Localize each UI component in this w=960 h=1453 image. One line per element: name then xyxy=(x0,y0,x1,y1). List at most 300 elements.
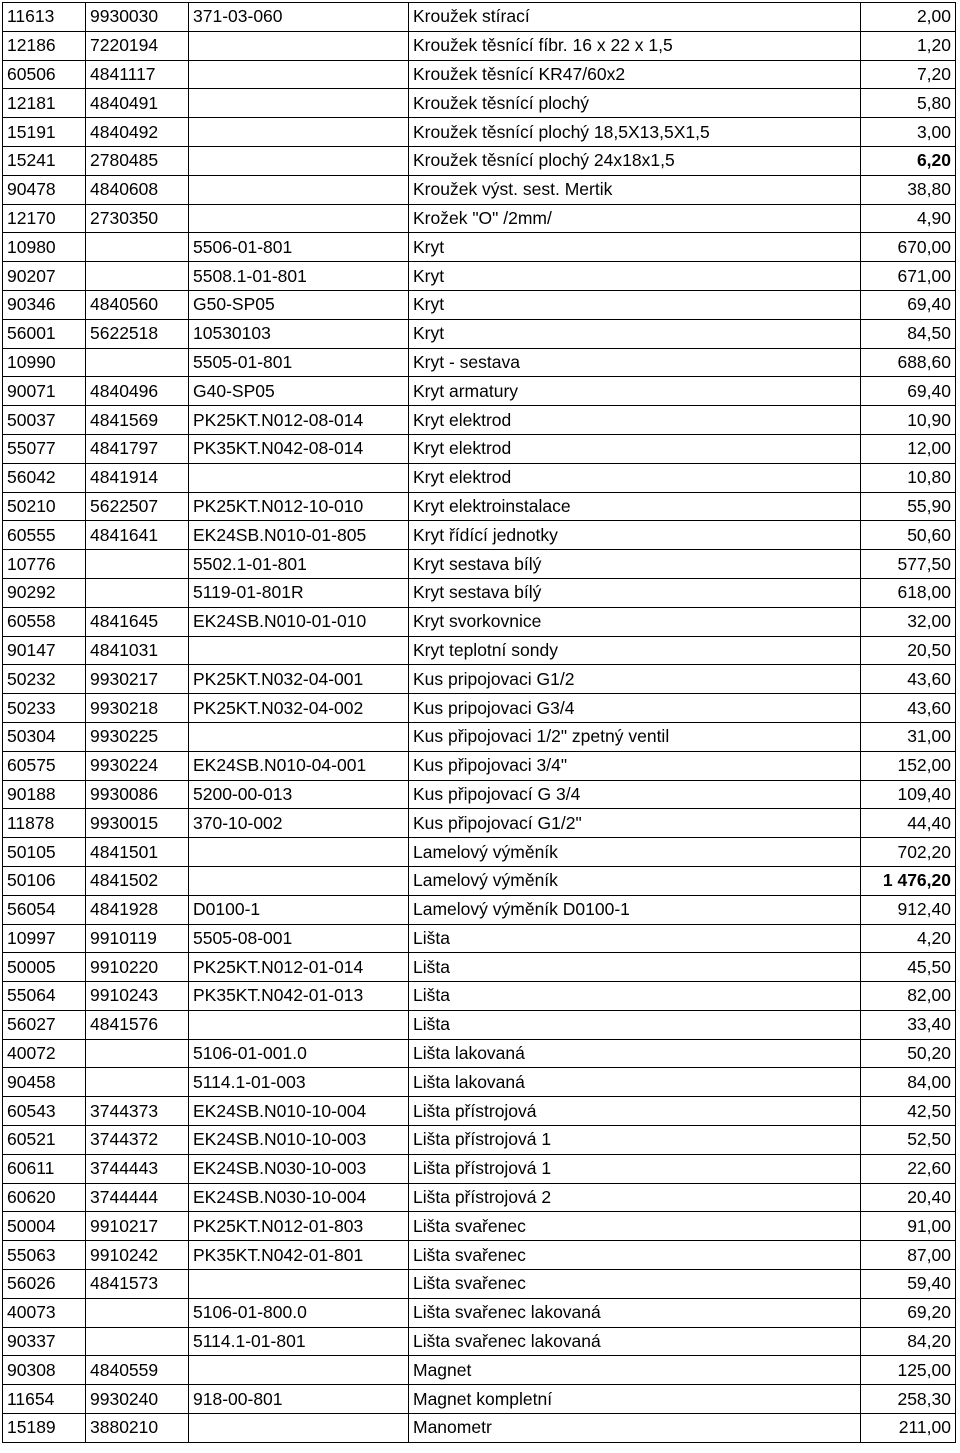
cell-price: 912,40 xyxy=(861,895,956,924)
cell-id: 56042 xyxy=(3,463,86,492)
cell-id: 60611 xyxy=(3,1154,86,1183)
table-row xyxy=(3,319,956,348)
cell-drawing-number: 918-00-801 xyxy=(189,1385,409,1414)
cell-id: 56001 xyxy=(3,319,86,348)
cell-id: 90308 xyxy=(3,1356,86,1385)
cell-price: 6,20 xyxy=(861,146,956,175)
table-row xyxy=(3,262,956,291)
cell-price: 50,60 xyxy=(861,521,956,550)
cell-drawing-number xyxy=(189,175,409,204)
cell-item-name: Kroužek těsnící fíbr. 16 x 22 x 1,5 xyxy=(409,31,861,60)
cell-drawing-number: PK35KT.N042-01-801 xyxy=(189,1241,409,1270)
cell-drawing-number xyxy=(189,1010,409,1039)
cell-item-name: Kryt xyxy=(409,233,861,262)
table-row xyxy=(3,146,956,175)
table-row xyxy=(3,1010,956,1039)
cell-item-name: Kryt teplotní sondy xyxy=(409,636,861,665)
cell-item-name: Lišta svařenec xyxy=(409,1241,861,1270)
cell-item-name: Magnet xyxy=(409,1356,861,1385)
cell-code xyxy=(86,578,189,607)
cell-drawing-number: 370-10-002 xyxy=(189,809,409,838)
cell-drawing-number: G40-SP05 xyxy=(189,377,409,406)
table-row xyxy=(3,895,956,924)
table-row xyxy=(3,550,956,579)
table-row xyxy=(3,751,956,780)
cell-drawing-number xyxy=(189,463,409,492)
table-row xyxy=(3,290,956,319)
cell-item-name: Kryt xyxy=(409,290,861,319)
table-row xyxy=(3,31,956,60)
cell-id: 55064 xyxy=(3,982,86,1011)
table-row xyxy=(3,1039,956,1068)
cell-drawing-number xyxy=(189,89,409,118)
table-row xyxy=(3,3,956,32)
cell-drawing-number xyxy=(189,636,409,665)
table-row xyxy=(3,838,956,867)
cell-id: 12181 xyxy=(3,89,86,118)
cell-code: 4840491 xyxy=(86,89,189,118)
cell-id: 15191 xyxy=(3,118,86,147)
table-body xyxy=(3,3,956,1443)
table-row xyxy=(3,578,956,607)
cell-item-name: Lišta svařenec xyxy=(409,1212,861,1241)
table-row xyxy=(3,1356,956,1385)
cell-id: 56027 xyxy=(3,1010,86,1039)
cell-drawing-number: PK35KT.N042-01-013 xyxy=(189,982,409,1011)
cell-drawing-number: 5505-01-801 xyxy=(189,348,409,377)
table-row xyxy=(3,866,956,895)
cell-price: 20,50 xyxy=(861,636,956,665)
cell-code: 4841501 xyxy=(86,838,189,867)
cell-price: 10,90 xyxy=(861,406,956,435)
cell-code: 9930218 xyxy=(86,694,189,723)
cell-item-name: Kryt sestava bílý xyxy=(409,578,861,607)
cell-code: 4841576 xyxy=(86,1010,189,1039)
cell-drawing-number xyxy=(189,722,409,751)
cell-item-name: Lišta svařenec lakovaná xyxy=(409,1327,861,1356)
cell-code xyxy=(86,1039,189,1068)
cell-code: 9930086 xyxy=(86,780,189,809)
cell-code xyxy=(86,1068,189,1097)
cell-id: 55077 xyxy=(3,434,86,463)
cell-id: 90147 xyxy=(3,636,86,665)
table-row xyxy=(3,953,956,982)
cell-item-name: Kryt elektroinstalace xyxy=(409,492,861,521)
cell-id: 90188 xyxy=(3,780,86,809)
table-row xyxy=(3,60,956,89)
cell-code: 2780485 xyxy=(86,146,189,175)
cell-price: 59,40 xyxy=(861,1270,956,1299)
cell-item-name: Lišta přístrojová 1 xyxy=(409,1126,861,1155)
cell-price: 577,50 xyxy=(861,550,956,579)
cell-code xyxy=(86,1327,189,1356)
cell-price: 84,20 xyxy=(861,1327,956,1356)
cell-id: 90071 xyxy=(3,377,86,406)
cell-id: 90207 xyxy=(3,262,86,291)
cell-code: 4841797 xyxy=(86,434,189,463)
cell-drawing-number xyxy=(189,60,409,89)
cell-code: 3744443 xyxy=(86,1154,189,1183)
cell-item-name: Kryt svorkovnice xyxy=(409,607,861,636)
cell-item-name: Lišta přístrojová xyxy=(409,1097,861,1126)
cell-code: 3744444 xyxy=(86,1183,189,1212)
cell-price: 87,00 xyxy=(861,1241,956,1270)
cell-price: 618,00 xyxy=(861,578,956,607)
cell-item-name: Kryt xyxy=(409,319,861,348)
cell-drawing-number xyxy=(189,118,409,147)
table-row xyxy=(3,722,956,751)
cell-item-name: Lamelový výměník D0100-1 xyxy=(409,895,861,924)
cell-item-name: Lamelový výměník xyxy=(409,866,861,895)
cell-drawing-number: PK25KT.N032-04-002 xyxy=(189,694,409,723)
cell-id: 56054 xyxy=(3,895,86,924)
cell-id: 12170 xyxy=(3,204,86,233)
cell-code: 4840560 xyxy=(86,290,189,319)
cell-code: 7220194 xyxy=(86,31,189,60)
cell-code: 3880210 xyxy=(86,1414,189,1443)
cell-price: 702,20 xyxy=(861,838,956,867)
cell-price: 84,50 xyxy=(861,319,956,348)
table-row xyxy=(3,1414,956,1443)
cell-code xyxy=(86,348,189,377)
cell-code: 4841117 xyxy=(86,60,189,89)
cell-id: 90337 xyxy=(3,1327,86,1356)
cell-id: 90478 xyxy=(3,175,86,204)
cell-id: 60506 xyxy=(3,60,86,89)
cell-id: 60575 xyxy=(3,751,86,780)
cell-price: 688,60 xyxy=(861,348,956,377)
cell-price: 69,40 xyxy=(861,377,956,406)
table-row xyxy=(3,118,956,147)
table-row xyxy=(3,492,956,521)
cell-drawing-number: PK25KT.N012-08-014 xyxy=(189,406,409,435)
table-row xyxy=(3,607,956,636)
cell-code: 9930240 xyxy=(86,1385,189,1414)
cell-code: 4841502 xyxy=(86,866,189,895)
cell-item-name: Kus připojovaci 3/4" xyxy=(409,751,861,780)
cell-item-name: Kroužek těsnící KR47/60x2 xyxy=(409,60,861,89)
table-row xyxy=(3,780,956,809)
cell-item-name: Kroužek stírací xyxy=(409,3,861,32)
cell-item-name: Krožek "O" /2mm/ xyxy=(409,204,861,233)
cell-item-name: Kroužek těsnící plochý 24x18x1,5 xyxy=(409,146,861,175)
cell-drawing-number xyxy=(189,1414,409,1443)
table-row xyxy=(3,636,956,665)
cell-code: 9910217 xyxy=(86,1212,189,1241)
cell-id: 50304 xyxy=(3,722,86,751)
cell-price: 55,90 xyxy=(861,492,956,521)
table-row xyxy=(3,1097,956,1126)
cell-id: 15189 xyxy=(3,1414,86,1443)
cell-item-name: Lišta přístrojová 2 xyxy=(409,1183,861,1212)
cell-price: 671,00 xyxy=(861,262,956,291)
table-row xyxy=(3,521,956,550)
cell-item-name: Kroužek výst. sest. Mertik xyxy=(409,175,861,204)
cell-id: 50210 xyxy=(3,492,86,521)
cell-code: 9930225 xyxy=(86,722,189,751)
cell-id: 60620 xyxy=(3,1183,86,1212)
cell-drawing-number: PK25KT.N012-10-010 xyxy=(189,492,409,521)
cell-price: 22,60 xyxy=(861,1154,956,1183)
cell-item-name: Lišta lakovaná xyxy=(409,1068,861,1097)
cell-item-name: Lišta xyxy=(409,1010,861,1039)
cell-price: 12,00 xyxy=(861,434,956,463)
cell-price: 20,40 xyxy=(861,1183,956,1212)
cell-id: 10980 xyxy=(3,233,86,262)
cell-item-name: Kus pripojovaci G1/2 xyxy=(409,665,861,694)
cell-id: 90458 xyxy=(3,1068,86,1097)
cell-price: 3,00 xyxy=(861,118,956,147)
cell-drawing-number: EK24SB.N030-10-004 xyxy=(189,1183,409,1212)
cell-id: 50233 xyxy=(3,694,86,723)
cell-id: 90346 xyxy=(3,290,86,319)
cell-price: 2,00 xyxy=(861,3,956,32)
cell-code: 4841928 xyxy=(86,895,189,924)
cell-price: 1 476,20 xyxy=(861,866,956,895)
cell-drawing-number: 5200-00-013 xyxy=(189,780,409,809)
table-row xyxy=(3,377,956,406)
cell-price: 50,20 xyxy=(861,1039,956,1068)
cell-drawing-number: PK25KT.N012-01-014 xyxy=(189,953,409,982)
cell-id: 10776 xyxy=(3,550,86,579)
cell-item-name: Lišta xyxy=(409,982,861,1011)
table-row xyxy=(3,694,956,723)
cell-price: 211,00 xyxy=(861,1414,956,1443)
cell-drawing-number xyxy=(189,1356,409,1385)
cell-price: 52,50 xyxy=(861,1126,956,1155)
cell-price: 10,80 xyxy=(861,463,956,492)
cell-item-name: Lišta svařenec xyxy=(409,1270,861,1299)
cell-drawing-number: EK24SB.N010-04-001 xyxy=(189,751,409,780)
table-row xyxy=(3,665,956,694)
table-row xyxy=(3,809,956,838)
cell-drawing-number: 371-03-060 xyxy=(189,3,409,32)
table-row xyxy=(3,463,956,492)
cell-drawing-number: PK35KT.N042-08-014 xyxy=(189,434,409,463)
cell-id: 10997 xyxy=(3,924,86,953)
cell-code: 9930217 xyxy=(86,665,189,694)
cell-drawing-number xyxy=(189,1270,409,1299)
cell-id: 90292 xyxy=(3,578,86,607)
cell-drawing-number: 5119-01-801R xyxy=(189,578,409,607)
cell-code: 4840492 xyxy=(86,118,189,147)
cell-code: 9930030 xyxy=(86,3,189,32)
cell-code: 4841641 xyxy=(86,521,189,550)
cell-price: 7,20 xyxy=(861,60,956,89)
cell-code: 4841031 xyxy=(86,636,189,665)
cell-drawing-number xyxy=(189,146,409,175)
cell-drawing-number: 10530103 xyxy=(189,319,409,348)
cell-drawing-number xyxy=(189,838,409,867)
cell-item-name: Kryt sestava bílý xyxy=(409,550,861,579)
table-row xyxy=(3,1385,956,1414)
cell-drawing-number: 5106-01-001.0 xyxy=(189,1039,409,1068)
cell-item-name: Kus připojovací G1/2" xyxy=(409,809,861,838)
table-row xyxy=(3,89,956,118)
cell-item-name: Kryt řídící jednotky xyxy=(409,521,861,550)
table-row xyxy=(3,1327,956,1356)
table-row xyxy=(3,1241,956,1270)
cell-code xyxy=(86,550,189,579)
cell-item-name: Kroužek těsnící plochý xyxy=(409,89,861,118)
cell-item-name: Kroužek těsnící plochý 18,5X13,5X1,5 xyxy=(409,118,861,147)
cell-drawing-number xyxy=(189,204,409,233)
table-row xyxy=(3,1183,956,1212)
cell-price: 31,00 xyxy=(861,722,956,751)
cell-code: 3744373 xyxy=(86,1097,189,1126)
table-row xyxy=(3,924,956,953)
cell-code: 3744372 xyxy=(86,1126,189,1155)
cell-code: 4841569 xyxy=(86,406,189,435)
cell-code: 4840559 xyxy=(86,1356,189,1385)
cell-item-name: Kryt - sestava xyxy=(409,348,861,377)
cell-item-name: Kus pripojovaci G3/4 xyxy=(409,694,861,723)
cell-code: 4841573 xyxy=(86,1270,189,1299)
cell-code: 9910243 xyxy=(86,982,189,1011)
cell-id: 40073 xyxy=(3,1298,86,1327)
cell-price: 1,20 xyxy=(861,31,956,60)
cell-drawing-number xyxy=(189,31,409,60)
cell-code xyxy=(86,1298,189,1327)
table-row xyxy=(3,434,956,463)
cell-id: 50105 xyxy=(3,838,86,867)
cell-id: 10990 xyxy=(3,348,86,377)
cell-drawing-number xyxy=(189,866,409,895)
cell-id: 50232 xyxy=(3,665,86,694)
cell-id: 60543 xyxy=(3,1097,86,1126)
cell-price: 33,40 xyxy=(861,1010,956,1039)
cell-id: 60555 xyxy=(3,521,86,550)
cell-drawing-number: 5114.1-01-003 xyxy=(189,1068,409,1097)
cell-price: 69,40 xyxy=(861,290,956,319)
table-row xyxy=(3,406,956,435)
cell-id: 11654 xyxy=(3,1385,86,1414)
cell-item-name: Kryt xyxy=(409,262,861,291)
cell-drawing-number: 5505-08-001 xyxy=(189,924,409,953)
cell-item-name: Kus připojovaci 1/2" zpetný ventil xyxy=(409,722,861,751)
cell-item-name: Magnet kompletní xyxy=(409,1385,861,1414)
cell-code: 9910119 xyxy=(86,924,189,953)
cell-drawing-number: G50-SP05 xyxy=(189,290,409,319)
cell-price: 258,30 xyxy=(861,1385,956,1414)
cell-price: 91,00 xyxy=(861,1212,956,1241)
cell-id: 50037 xyxy=(3,406,86,435)
table-row xyxy=(3,204,956,233)
cell-price: 32,00 xyxy=(861,607,956,636)
cell-drawing-number: 5106-01-800.0 xyxy=(189,1298,409,1327)
cell-price: 4,20 xyxy=(861,924,956,953)
cell-price: 44,40 xyxy=(861,809,956,838)
cell-item-name: Manometr xyxy=(409,1414,861,1443)
cell-code: 5622507 xyxy=(86,492,189,521)
cell-drawing-number: EK24SB.N030-10-003 xyxy=(189,1154,409,1183)
cell-code: 9910242 xyxy=(86,1241,189,1270)
cell-price: 82,00 xyxy=(861,982,956,1011)
cell-price: 4,90 xyxy=(861,204,956,233)
cell-id: 11878 xyxy=(3,809,86,838)
cell-id: 50004 xyxy=(3,1212,86,1241)
cell-code xyxy=(86,262,189,291)
cell-item-name: Lišta xyxy=(409,953,861,982)
cell-drawing-number: D0100-1 xyxy=(189,895,409,924)
cell-item-name: Lišta lakovaná xyxy=(409,1039,861,1068)
cell-item-name: Lamelový výměník xyxy=(409,838,861,867)
table-row xyxy=(3,1212,956,1241)
cell-id: 11613 xyxy=(3,3,86,32)
cell-price: 84,00 xyxy=(861,1068,956,1097)
cell-item-name: Kus připojovací G 3/4 xyxy=(409,780,861,809)
cell-code: 9910220 xyxy=(86,953,189,982)
cell-code: 2730350 xyxy=(86,204,189,233)
table-row xyxy=(3,982,956,1011)
cell-drawing-number: EK24SB.N010-01-010 xyxy=(189,607,409,636)
table-row xyxy=(3,1298,956,1327)
cell-price: 42,50 xyxy=(861,1097,956,1126)
cell-item-name: Lišta xyxy=(409,924,861,953)
cell-item-name: Kryt armatury xyxy=(409,377,861,406)
table-row xyxy=(3,348,956,377)
cell-id: 50106 xyxy=(3,866,86,895)
cell-drawing-number: EK24SB.N010-10-003 xyxy=(189,1126,409,1155)
table-row xyxy=(3,1154,956,1183)
cell-code: 4840496 xyxy=(86,377,189,406)
cell-id: 12186 xyxy=(3,31,86,60)
cell-id: 40072 xyxy=(3,1039,86,1068)
cell-id: 55063 xyxy=(3,1241,86,1270)
cell-item-name: Kryt elektrod xyxy=(409,406,861,435)
cell-price: 125,00 xyxy=(861,1356,956,1385)
cell-price: 43,60 xyxy=(861,694,956,723)
cell-drawing-number: 5508.1-01-801 xyxy=(189,262,409,291)
cell-id: 60521 xyxy=(3,1126,86,1155)
cell-code: 5622518 xyxy=(86,319,189,348)
cell-price: 109,40 xyxy=(861,780,956,809)
cell-code: 4841645 xyxy=(86,607,189,636)
table-row xyxy=(3,1270,956,1299)
cell-price: 670,00 xyxy=(861,233,956,262)
cell-item-name: Lišta přístrojová 1 xyxy=(409,1154,861,1183)
cell-drawing-number: 5502.1-01-801 xyxy=(189,550,409,579)
cell-id: 15241 xyxy=(3,146,86,175)
cell-price: 5,80 xyxy=(861,89,956,118)
table-row xyxy=(3,233,956,262)
cell-drawing-number: EK24SB.N010-01-805 xyxy=(189,521,409,550)
cell-code: 9930224 xyxy=(86,751,189,780)
cell-code: 4841914 xyxy=(86,463,189,492)
cell-item-name: Lišta svařenec lakovaná xyxy=(409,1298,861,1327)
cell-id: 60558 xyxy=(3,607,86,636)
cell-item-name: Kryt elektrod xyxy=(409,434,861,463)
cell-code xyxy=(86,233,189,262)
table-row xyxy=(3,1068,956,1097)
cell-id: 56026 xyxy=(3,1270,86,1299)
cell-drawing-number: EK24SB.N010-10-004 xyxy=(189,1097,409,1126)
cell-price: 152,00 xyxy=(861,751,956,780)
cell-code: 4840608 xyxy=(86,175,189,204)
table-row xyxy=(3,1126,956,1155)
table-row xyxy=(3,175,956,204)
cell-price: 43,60 xyxy=(861,665,956,694)
cell-item-name: Kryt elektrod xyxy=(409,463,861,492)
cell-drawing-number: 5506-01-801 xyxy=(189,233,409,262)
cell-drawing-number: PK25KT.N032-04-001 xyxy=(189,665,409,694)
cell-drawing-number: 5114.1-01-801 xyxy=(189,1327,409,1356)
cell-code: 9930015 xyxy=(86,809,189,838)
cell-price: 69,20 xyxy=(861,1298,956,1327)
cell-price: 45,50 xyxy=(861,953,956,982)
cell-drawing-number: PK25KT.N012-01-803 xyxy=(189,1212,409,1241)
cell-id: 50005 xyxy=(3,953,86,982)
